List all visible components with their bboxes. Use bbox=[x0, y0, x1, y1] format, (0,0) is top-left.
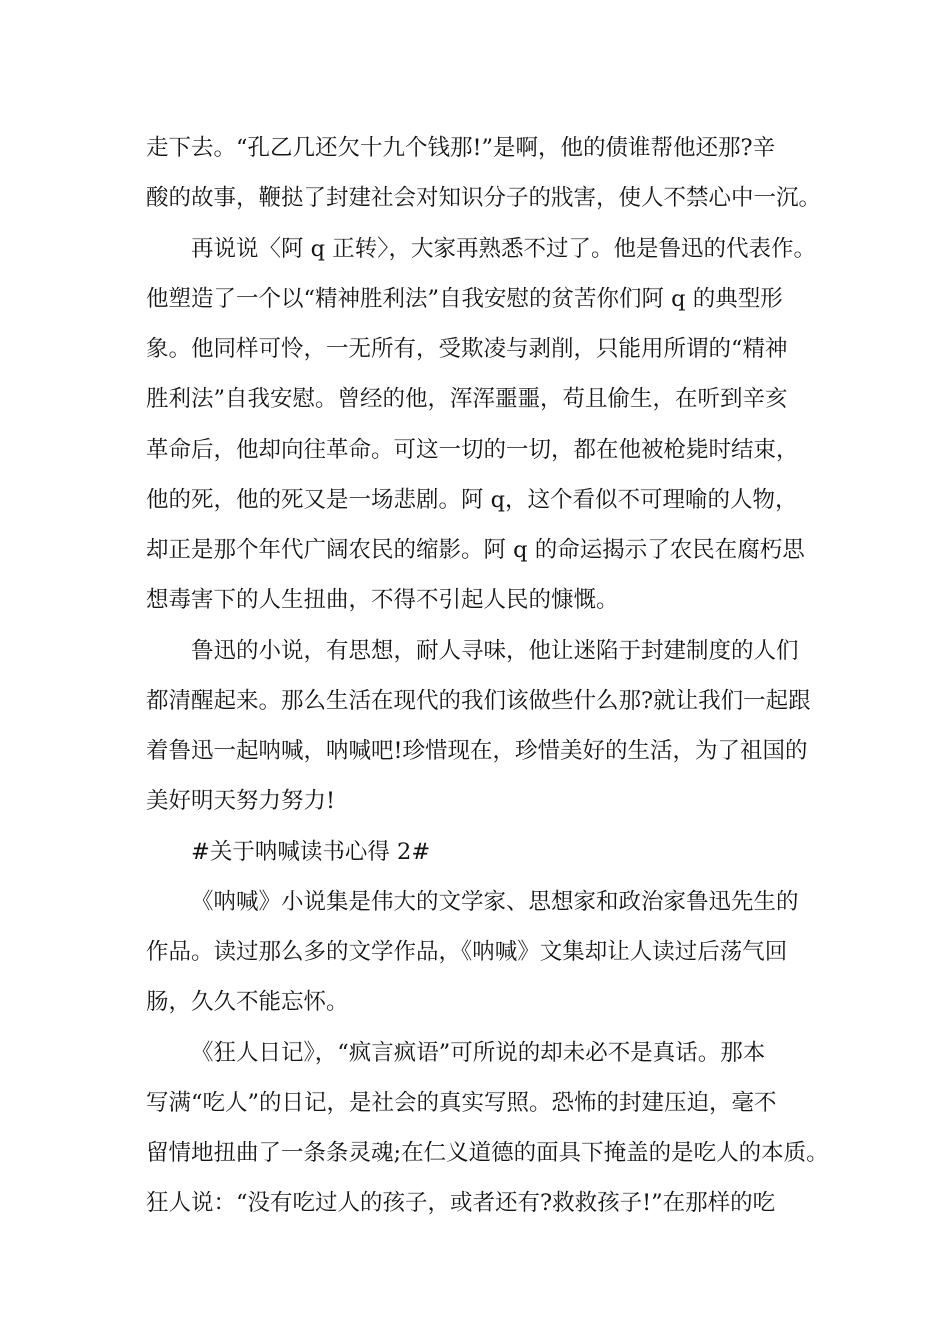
text-line: 作品。读过那么多的文学作品，《呐喊》文集却让人读过后荡气回 bbox=[146, 939, 788, 965]
text-line: 他的死，他的死又是一场悲剧。阿 q，这个看似不可理喻的人物， bbox=[146, 487, 798, 513]
text-line: 留情地扭曲了一条条灵魂;在仁义道德的面具下掩盖的是吃人的本质。 bbox=[146, 1140, 829, 1166]
text-line: 狂人说：“没有吃过人的孩子，或者还有?救救孩子!”在那样的吃 bbox=[146, 1190, 776, 1216]
paragraph-start-line: 再说说〈阿 q 正转〉，大家再熟悉不过了。他是鲁迅的代表作。 bbox=[191, 236, 816, 262]
text-line: 胜利法”自我安慰。曾经的他，浑浑噩噩，苟且偷生，在听到辛亥 bbox=[146, 386, 788, 412]
text-line: 酸的故事，鞭挞了封建社会对知识分子的戕害，使人不禁心中一沉。 bbox=[146, 185, 822, 211]
text-line: 走下去。“孔乙几还欠十九个钱那!”是啊，他的债谁帮他还那?辛 bbox=[146, 135, 776, 161]
paragraph-start-line: 《狂人日记》，“疯言疯语”可所说的却未必不是真话。那本 bbox=[191, 1040, 766, 1066]
text-line: 他塑造了一个以“精神胜利法”自我安慰的贫苦你们阿 q 的典型形 bbox=[146, 286, 783, 312]
text-line: 都清醒起来。那么生活在现代的我们该做些什么那?就让我们一起跟 bbox=[146, 688, 811, 714]
text-line: 象。他同样可怜，一无所有，受欺凌与剥削，只能用所谓的“精神 bbox=[146, 336, 788, 362]
text-line: 着鲁迅一起呐喊，呐喊吧!珍惜现在，珍惜美好的生活，为了祖国的 bbox=[146, 738, 808, 764]
paragraph-start-line: 《呐喊》小说集是伟大的文学家、思想家和政治家鲁迅先生的 bbox=[191, 889, 799, 915]
text-line: 美好明天努力努力! bbox=[146, 788, 336, 814]
section-heading: #关于呐喊读书心得 2# bbox=[191, 839, 431, 865]
text-line: 想毒害下的人生扭曲，不得不引起人民的慷慨。 bbox=[146, 587, 619, 613]
text-line: 写满“吃人”的日记，是社会的真实写照。恐怖的封建压迫，毫不 bbox=[146, 1090, 777, 1116]
text-line: 革命后，他却向往革命。可这一切的一切，都在他被枪毙时结束， bbox=[146, 437, 799, 463]
text-line: 肠，久久不能忘怀。 bbox=[146, 989, 349, 1015]
text-line: 却正是那个年代广阔农民的缩影。阿 q 的命运揭示了农民在腐朽思 bbox=[146, 537, 805, 563]
paragraph-start-line: 鲁迅的小说，有思想，耐人寻味，他让迷陷于封建制度的人们 bbox=[191, 638, 799, 664]
